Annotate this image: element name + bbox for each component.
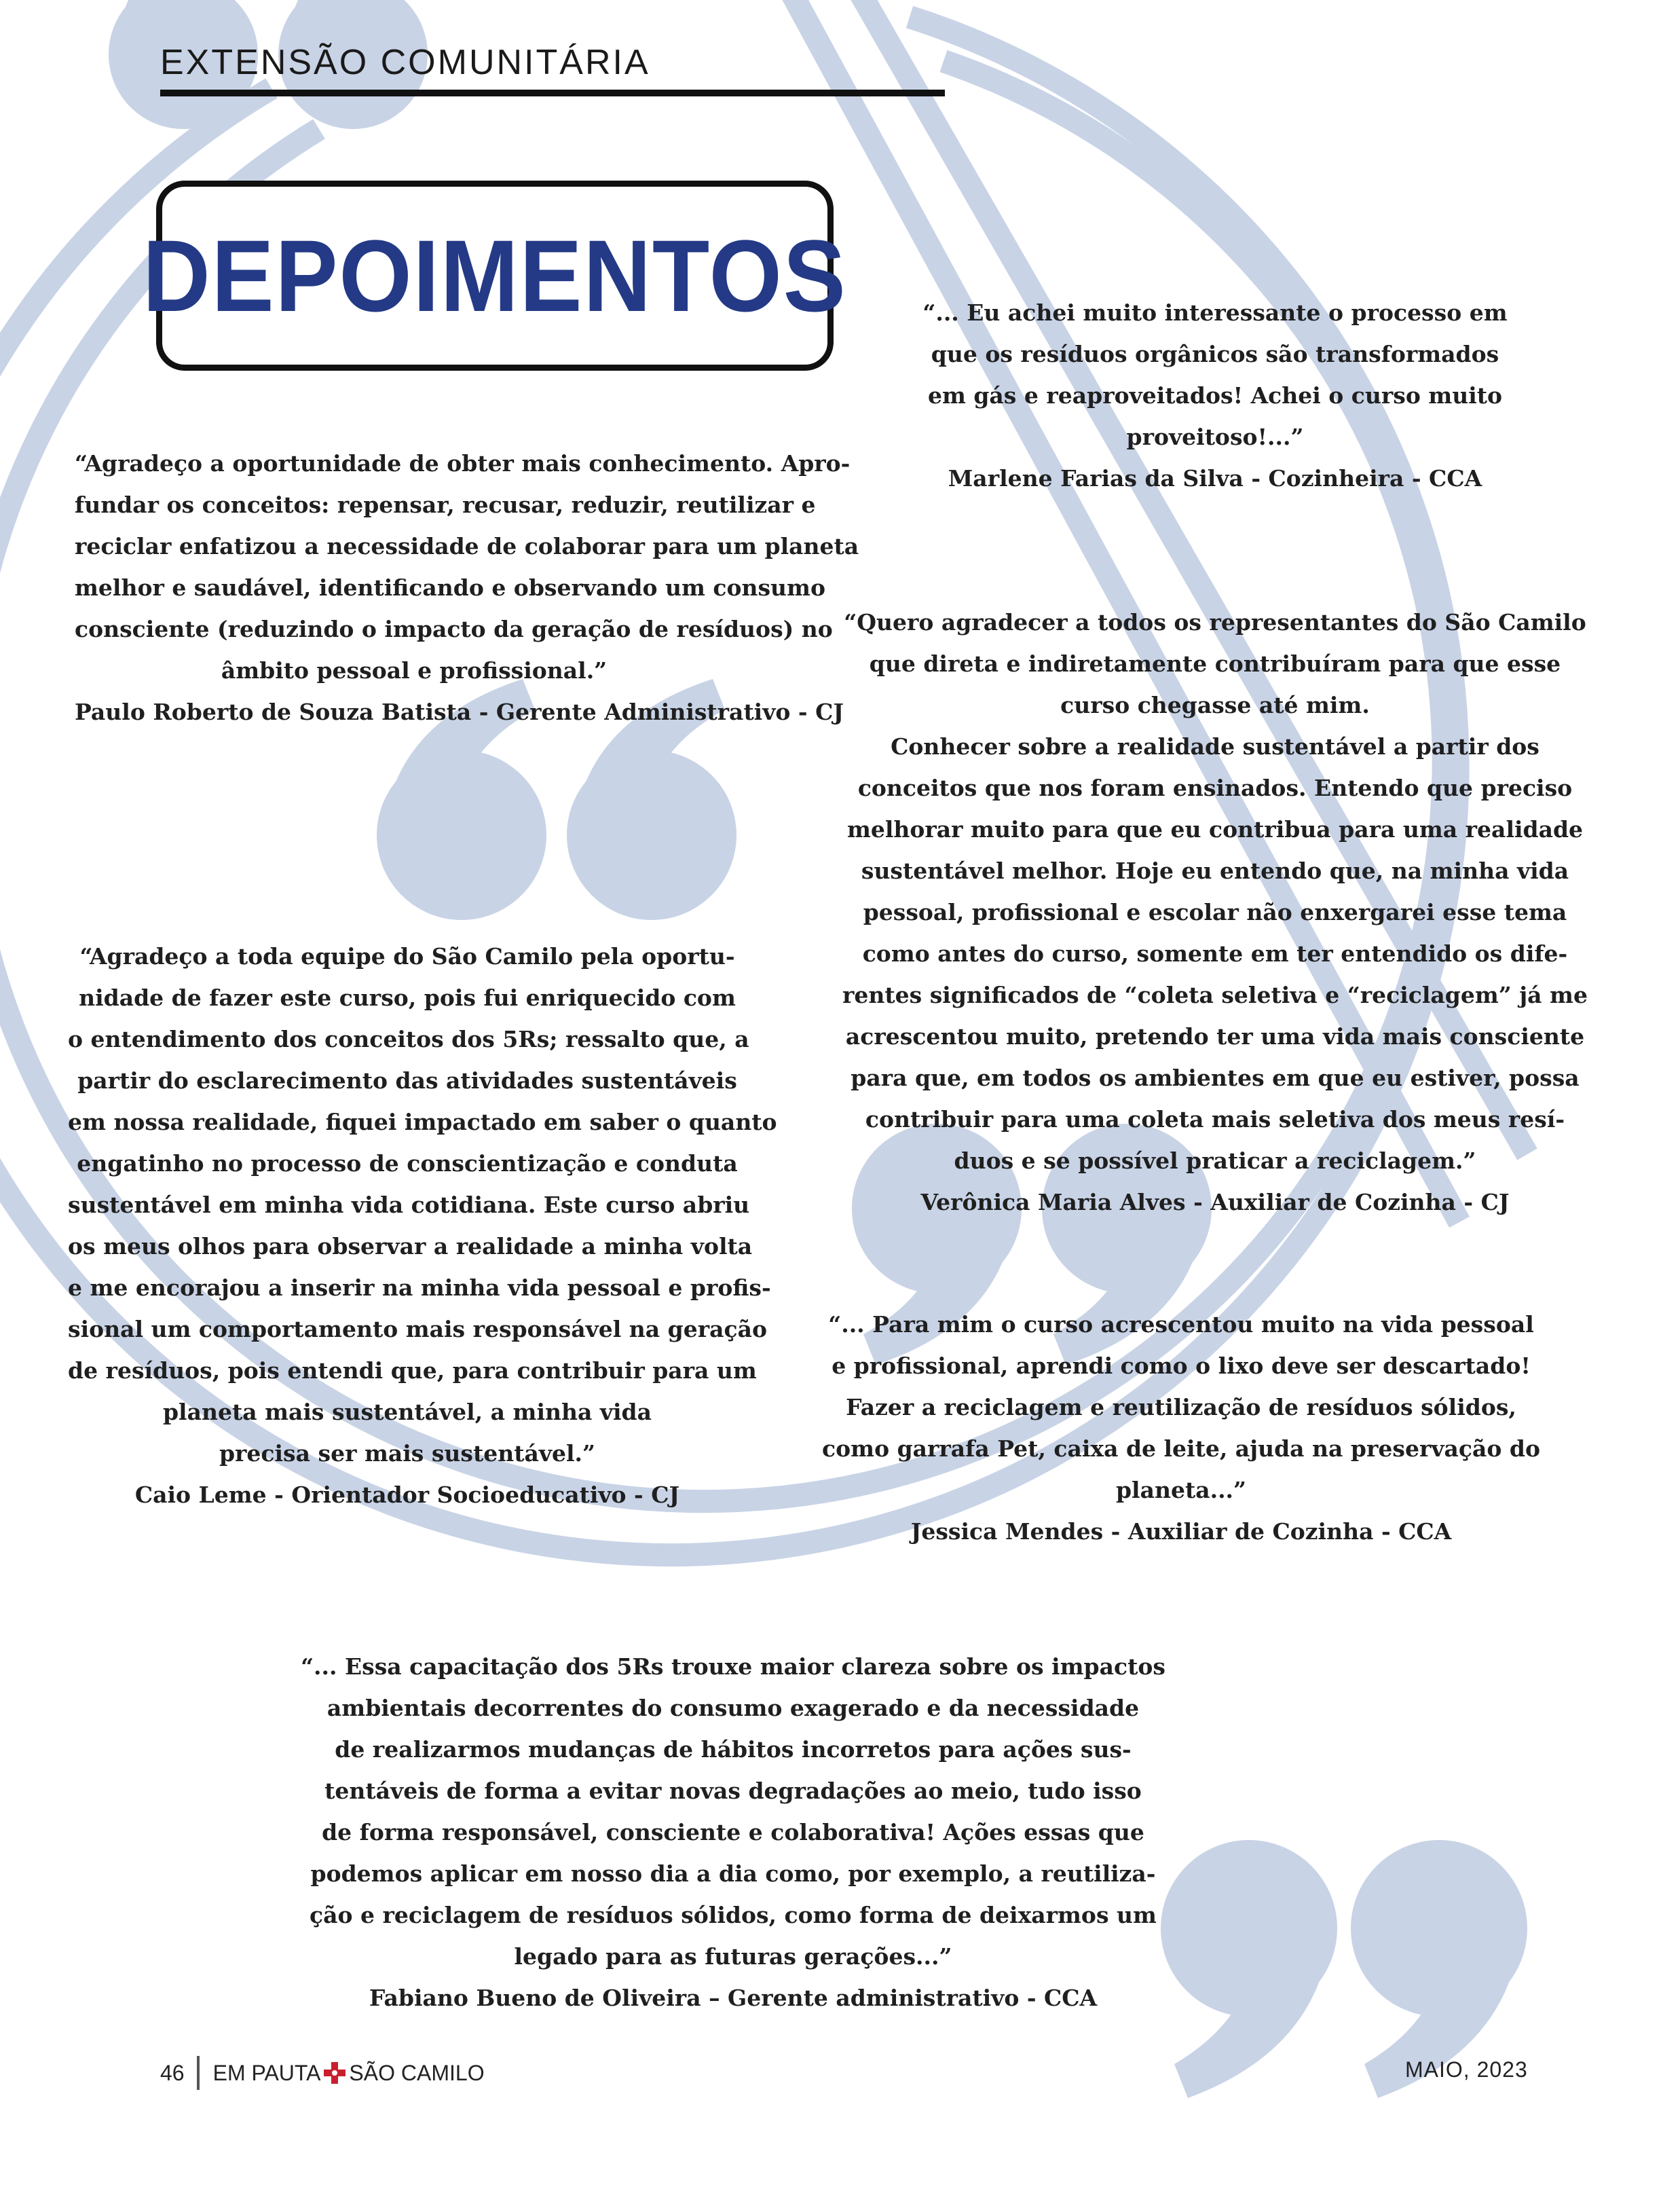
testimonial-marlene <box>876 292 1554 499</box>
quote-line: de resíduos, pois entendi que, para contribuir para um <box>68 1357 757 1384</box>
quote-line: legado para as futuras gerações...” <box>514 1943 952 1970</box>
quote-line: para que, em todos os ambientes em que eu estiver, possa <box>851 1065 1580 1091</box>
footer-divider <box>197 2056 200 2090</box>
quote-line: como antes do curso, somente em ter entendido os dife- <box>862 940 1568 967</box>
quote-line: fundar os conceitos: repensar, recusar, reduzir, reutilizar e <box>75 492 816 518</box>
publication-name-right: SÃO CAMILO <box>349 2060 485 2085</box>
quote-line: que os resíduos orgânicos são transformados <box>931 341 1499 367</box>
testimonial-caio <box>68 936 777 1515</box>
quote-line: “Agradeço a toda equipe do São Camilo pela oportu- <box>79 943 735 970</box>
quote-line: engatinho no processo de conscientização e conduta <box>77 1150 738 1177</box>
quote-author: Marlene Farias da Silva - Cozinheira - CCA <box>948 465 1482 492</box>
quote-line: planeta...” <box>1115 1477 1247 1503</box>
publication-name-left: EM PAUTA <box>212 2060 321 2085</box>
page-number: 46 <box>160 2060 185 2085</box>
cross-logo-icon <box>323 2061 346 2084</box>
quote-line: “... Eu achei muito interessante o processo em <box>922 299 1508 326</box>
quote-line: curso chegasse até mim. <box>1060 692 1370 718</box>
quote-line: que direta e indiretamente contribuíram para que esse <box>869 650 1561 677</box>
quote-line: sustentável melhor. Hoje eu entendo que, na minha vida <box>861 858 1569 884</box>
quote-author: Fabiano Bueno de Oliveira – Gerente administrativo - CCA <box>369 1985 1098 2011</box>
testimonial-jessica <box>815 1304 1548 1552</box>
quote-line: consciente (reduzindo o impacto da geração de resíduos) no <box>75 616 833 642</box>
quote-line: planeta mais sustentável, a minha vida <box>162 1399 652 1425</box>
quote-author: Caio Leme - Orientador Socioeducativo - CJ <box>134 1482 680 1508</box>
quote-line: “... Para mim o curso acrescentou muito na vida pessoal <box>828 1311 1534 1338</box>
testimonial-veronica <box>815 602 1616 1223</box>
quote-line: duos e se possível praticar a reciclagem.” <box>954 1147 1476 1174</box>
quote-line: Conhecer sobre a realidade sustentável a partir dos <box>891 733 1539 760</box>
quote-line: sional um comportamento mais responsável na geração <box>68 1316 767 1342</box>
section-label: EXTENSÃO COMUNITÁRIA <box>160 43 650 82</box>
quote-line: podemos aplicar em nosso dia a dia como, por exemplo, a reutiliza- <box>310 1860 1156 1887</box>
section-divider <box>160 90 945 96</box>
testimonial-paulo <box>75 443 859 733</box>
quote-line: âmbito pessoal e profissional.” <box>221 657 608 684</box>
quote-line: ambientais decorrentes do consumo exagerado e da necessidade <box>326 1695 1140 1721</box>
quote-line: melhor e saudável, identificando e observando um consumo <box>75 574 825 601</box>
quote-line: tentáveis de forma a evitar novas degradações ao meio, tudo isso <box>324 1778 1142 1804</box>
quote-line: “Agradeço a oportunidade de obter mais conhecimento. Apro- <box>75 450 851 477</box>
page-title: DEPOIMENTOS <box>143 218 847 333</box>
quote-line: acrescentou muito, pretendo ter uma vida mais consciente <box>845 1023 1585 1050</box>
quote-line: e profissional, aprendi como o lixo deve ser descartado! <box>832 1353 1531 1379</box>
quote-line: contribuir para uma coleta mais seletiva dos meus resí- <box>865 1106 1565 1133</box>
testimonial-fabiano <box>292 1646 1174 2019</box>
quote-line: reciclar enfatizou a necessidade de colaborar para um planeta <box>75 533 859 559</box>
quote-line: em nossa realidade, fiquei impactado em saber o quanto <box>68 1109 777 1135</box>
issue-date: MAIO, 2023 <box>1405 2057 1528 2082</box>
quote-line: “... Essa capacitação dos 5Rs trouxe maior clareza sobre os impactos <box>301 1653 1165 1680</box>
quote-line: de forma responsável, consciente e colaborativa! Ações essas que <box>322 1819 1144 1845</box>
quote-line: proveitoso!...” <box>1126 424 1304 450</box>
quote-line: como garrafa Pet, caixa de leite, ajuda na preservação do <box>822 1435 1540 1462</box>
quote-author: Paulo Roberto de Souza Batista - Gerente Administrativo - CJ <box>75 699 844 725</box>
quote-line: conceitos que nos foram ensinados. Entendo que preciso <box>857 775 1573 801</box>
quote-line: em gás e reaproveitados! Achei o curso muito <box>927 382 1503 409</box>
quote-line: nidade de fazer este curso, pois fui enriquecido com <box>79 985 736 1011</box>
quote-author: Verônica Maria Alves - Auxiliar de Cozinha - CJ <box>920 1189 1510 1215</box>
quote-author: Jessica Mendes - Auxiliar de Cozinha - CCA <box>910 1518 1452 1545</box>
quote-line: partir do esclarecimento das atividades sustentáveis <box>77 1067 737 1094</box>
quote-line: de realizarmos mudanças de hábitos incorretos para ações sus- <box>335 1736 1132 1763</box>
quote-line: melhorar muito para que eu contribua para uma realidade <box>846 816 1584 843</box>
quote-line: ção e reciclagem de resíduos sólidos, como forma de deixarmos um <box>310 1902 1157 1928</box>
quote-line: sustentável em minha vida cotidiana. Este curso abriu <box>68 1192 750 1218</box>
title-box <box>143 181 847 371</box>
quote-line: pessoal, profissional e escolar não enxergarei esse tema <box>863 899 1567 925</box>
quote-line: Fazer a reciclagem e reutilização de resíduos sólidos, <box>846 1394 1516 1420</box>
quote-line: rentes significados de “coleta seletiva e “reciclagem” já me <box>842 982 1588 1008</box>
quote-line: precisa ser mais sustentável.” <box>219 1440 596 1467</box>
quote-line: “Quero agradecer a todos os representantes do São Camilo <box>844 609 1586 636</box>
quote-line: e me encorajou a inserir na minha vida pessoal e profis- <box>68 1274 771 1301</box>
quote-line: o entendimento dos conceitos dos 5Rs; ressalto que, a <box>68 1026 749 1052</box>
quote-line: os meus olhos para observar a realidade a minha volta <box>68 1233 753 1260</box>
footer-publication <box>160 2056 485 2090</box>
